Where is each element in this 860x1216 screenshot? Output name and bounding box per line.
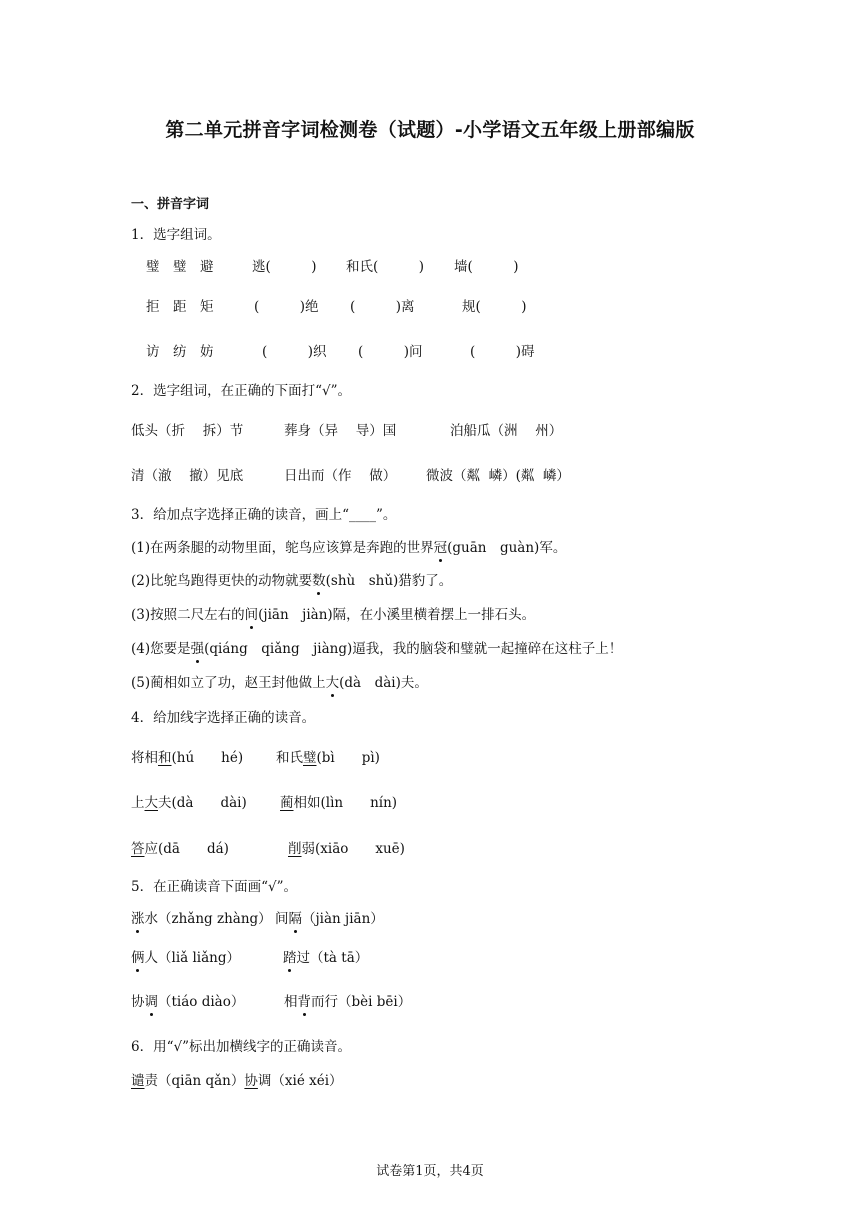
q2-item: 清（澈 撤）见底 [131, 468, 244, 484]
q4-item: 蔺相如(lìn nín) [280, 795, 398, 811]
q3-sentence-2: (2)比鸵鸟跑得更快的动物就要数(shù shǔ)猎豹了。 [131, 573, 453, 589]
q1-row2-blank3: 规( ) [462, 299, 527, 315]
dotted-char: 间 [244, 607, 259, 623]
q1-row3-blank3: ( )碍 [470, 344, 535, 360]
dotted-char: 强 [190, 641, 205, 657]
q1-row1-chars: 璧 璧 避 [146, 259, 214, 275]
dotted-char: 调 [144, 994, 158, 1010]
q1-row3-chars: 访 纺 妨 [146, 344, 214, 360]
q2-item: 日出而（作 做） [284, 468, 397, 484]
q1-row2-blank1: ( )绝 [254, 299, 319, 315]
q1-row3-blank1: ( )织 [262, 344, 327, 360]
q1-row2-blank2: ( )离 [350, 299, 415, 315]
dotted-char: 俩 [131, 950, 145, 966]
q4-item: 上大夫(dà dài) [131, 795, 247, 811]
dotted-char: 涨 [131, 911, 145, 927]
dotted-char: 大 [325, 675, 340, 691]
q5-item: 踏过（tà tā） [283, 950, 369, 966]
q3-heading: 3．给加点字选择正确的读音，画上“____”。 [131, 507, 397, 523]
q3-sentence-1: (1)在两条腿的动物里面，鸵鸟应该算是奔跑的世界冠(guān guàn)军。 [131, 540, 567, 556]
q6-heading: 6．用“√”标出加横线字的正确读音。 [131, 1039, 351, 1055]
page-footer: 试卷第1页，共4页 [376, 1164, 484, 1179]
q4-item: 和氏璧(bì pì) [276, 750, 380, 766]
q2-item: 葬身（异 导）国 [284, 423, 397, 439]
q2-item: 低头（折 拆）节 [131, 423, 244, 439]
underlined-char: 答 [131, 841, 145, 857]
underlined-char: 蔺 [280, 795, 294, 811]
underlined-char: 削 [288, 841, 302, 857]
q2-heading: 2．选字组词，在正确的下面打“√”。 [131, 383, 351, 399]
q4-heading: 4．给加线字选择正确的读音。 [131, 710, 316, 726]
q4-item: 将相和(hú hé) [131, 750, 244, 766]
q5-item: 涨水（zhǎng zhàng） [131, 911, 272, 927]
q1-row2-chars: 拒 距 矩 [146, 299, 214, 315]
q2-item: 微波（粼 嶙）(粼 嶙） [426, 468, 570, 484]
q4-item: 答应(dā dá) [131, 841, 229, 857]
q5-item: 间隔（jiàn jiān） [275, 911, 384, 927]
q1-row1-blank3: 墙( ) [454, 259, 519, 275]
q4-item: 削弱(xiāo xuē) [288, 841, 405, 857]
underlined-char: 璧 [303, 750, 317, 766]
underlined-char: 和 [158, 750, 172, 766]
page-title: 第二单元拼音字词检测卷（试题）-小学语文五年级上册部编版 [165, 119, 695, 141]
q1-heading: 1．选字组词。 [131, 227, 221, 243]
q6-items: 谴责（qiān qǎn）协调（xié xéi） [131, 1073, 343, 1089]
q2-item: 泊船瓜（洲 州） [450, 423, 563, 439]
q5-heading: 5．在正确读音下面画“√”。 [131, 879, 297, 895]
q3-sentence-3: (3)按照二尺左右的间(jiān jiàn)隔，在小溪里横着摆上一排石头。 [131, 607, 536, 623]
dotted-char: 背 [297, 994, 311, 1010]
underlined-char: 谴 [131, 1073, 145, 1089]
q1-row1-blank1: 逃( ) [252, 259, 317, 275]
dotted-char: 数 [312, 573, 326, 589]
q5-item: 俩人（liǎ liǎng） [131, 950, 240, 966]
dotted-char: 隔 [288, 911, 302, 927]
dotted-char: 冠 [433, 540, 448, 556]
dotted-char: 踏 [283, 950, 297, 966]
q3-sentence-4: (4)您要是强(qiáng qiǎng jiàng)逼我，我的脑袋和璧就一起撞碎在这柱子上！ [131, 641, 623, 657]
q3-sentence-5: (5)蔺相如立了功，赵王封他做上大(dà dài)夫。 [131, 675, 428, 691]
underlined-char: 大 [144, 795, 158, 811]
section-heading: 一、拼音字词 [131, 197, 210, 212]
q1-row3-blank2: ( )问 [358, 344, 423, 360]
q1-row1-blank2: 和氏( ) [346, 259, 425, 275]
q5-item: 协调（tiáo diào） [131, 994, 245, 1010]
underlined-char: 协 [244, 1073, 258, 1089]
q5-item: 相背而行（bèi bēi） [284, 994, 412, 1010]
